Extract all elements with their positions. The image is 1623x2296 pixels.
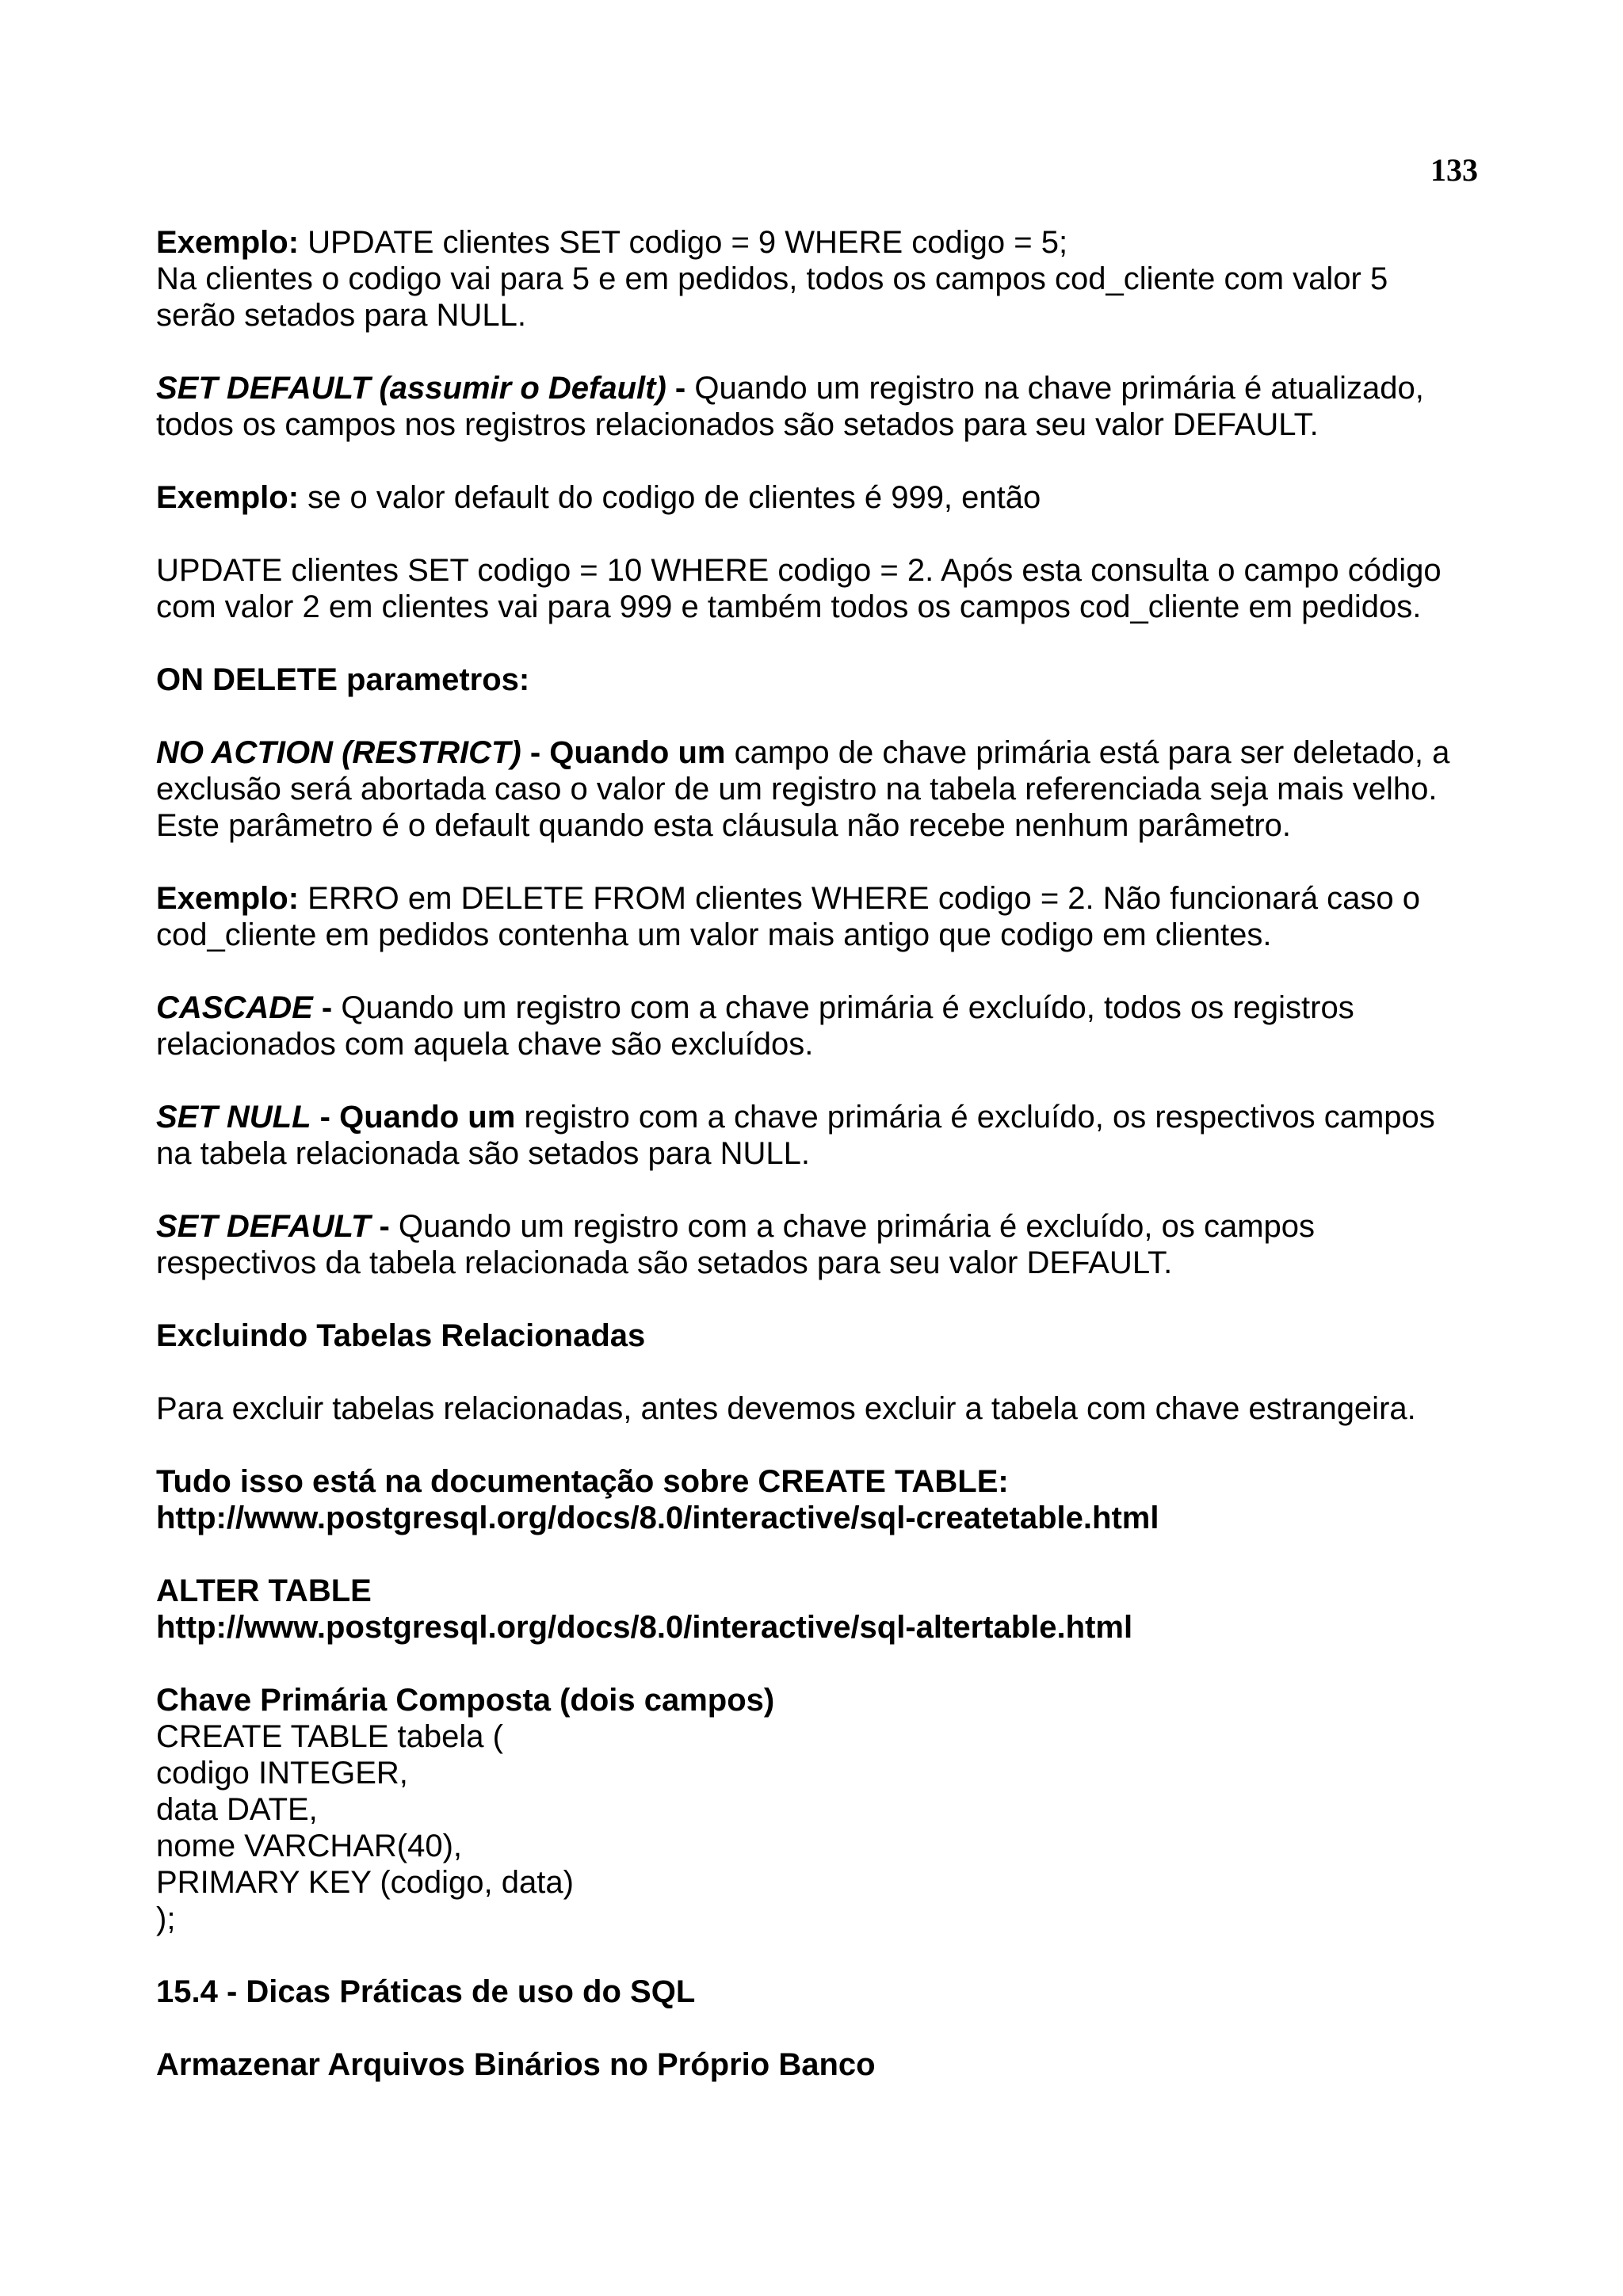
- section-heading-dicas: 15.4 - Dicas Práticas de uso do SQL: [156, 1974, 696, 2009]
- paragraph-create-table-docs: [156, 1463, 1503, 1536]
- term-set-default: SET DEFAULT: [156, 1209, 371, 1244]
- paragraph-default-example: [156, 479, 1503, 516]
- term-description: Quando um registro com a chave primária é excluído, os campos: [398, 1209, 1316, 1244]
- text-line: com valor 2 em clientes vai para 999 e também todos os campos cod_cliente em pedidos.: [156, 589, 1422, 624]
- term-bold-lead: - Quando um: [521, 735, 726, 770]
- paragraph-set-null: [156, 1099, 1503, 1172]
- paragraph-composite-key: [156, 1682, 1503, 1937]
- code-line: CREATE TABLE tabela (: [156, 1719, 503, 1754]
- example-text: ERRO em DELETE FROM clientes WHERE codigo = 2. Não funcionará caso o: [299, 881, 1421, 916]
- paragraph-excluir-tabelas: Para excluir tabelas relacionadas, antes devemos excluir a tabela com chave estrangeira.: [156, 1391, 1416, 1426]
- code-line: codigo INTEGER,: [156, 1756, 408, 1791]
- text-line: [156, 880, 1503, 917]
- paragraph-update-consequence: [156, 552, 1503, 625]
- alter-table-link[interactable]: http://www.postgresql.org/docs/8.0/interactive/sql-altertable.html: [156, 1610, 1133, 1645]
- text-line: todos os campos nos registros relacionados são setados para seu valor DEFAULT.: [156, 407, 1319, 442]
- paragraph-cascade: [156, 990, 1503, 1062]
- text-line: cod_cliente em pedidos contenha um valor mais antigo que codigo em clientes.: [156, 917, 1272, 952]
- term-separator: -: [666, 371, 695, 406]
- text-line: [156, 224, 1503, 261]
- term-separator: -: [370, 1209, 399, 1244]
- term-set-null: SET NULL: [156, 1100, 311, 1135]
- example-label: Exemplo:: [156, 225, 300, 260]
- document-body: [156, 224, 1503, 2119]
- term-cascade: CASCADE: [156, 990, 313, 1025]
- term-bold-lead: - Quando um: [311, 1100, 516, 1135]
- heading-excluindo-tabelas: Excluindo Tabelas Relacionadas: [156, 1318, 646, 1353]
- paragraph-no-action: [156, 734, 1503, 844]
- code-line: );: [156, 1901, 176, 1936]
- heading-arquivos-binarios: Armazenar Arquivos Binários no Próprio Banco: [156, 2047, 876, 2082]
- text-line: ALTER TABLE: [156, 1573, 372, 1608]
- text-line: respectivos da tabela relacionada são setados para seu valor DEFAULT.: [156, 1245, 1173, 1280]
- code-line: PRIMARY KEY (codigo, data): [156, 1865, 574, 1900]
- term-description: campo de chave primária está para ser deletado, a: [725, 735, 1450, 770]
- text-line: na tabela relacionada são setados para NULL.: [156, 1136, 810, 1171]
- paragraph-update-example: [156, 224, 1503, 334]
- text-line: Este parâmetro é o default quando esta cláusula não recebe nenhum parâmetro.: [156, 808, 1292, 843]
- page-number: 133: [1430, 152, 1478, 188]
- term-set-default: SET DEFAULT (assumir o Default): [156, 371, 666, 406]
- text-line: [156, 1099, 1503, 1135]
- text-line: [156, 990, 1503, 1026]
- example-text: UPDATE clientes SET codigo = 9 WHERE codigo = 5;: [299, 225, 1068, 260]
- text-line: Na clientes o codigo vai para 5 e em pedidos, todos os campos cod_cliente com valor 5: [156, 261, 1388, 296]
- term-description: Quando um registro na chave primária é atualizado,: [694, 371, 1424, 406]
- heading-on-delete: ON DELETE parametros:: [156, 662, 530, 697]
- paragraph-delete-example: [156, 880, 1503, 953]
- example-label: Exemplo:: [156, 480, 300, 515]
- code-line: data DATE,: [156, 1792, 318, 1827]
- text-line: [156, 734, 1503, 771]
- text-line: [156, 370, 1503, 406]
- text-line: relacionados com aquela chave são excluídos.: [156, 1027, 814, 1062]
- paragraph-set-default-delete: [156, 1208, 1503, 1281]
- composite-key-heading: Chave Primária Composta (dois campos): [156, 1683, 775, 1718]
- term-no-action: NO ACTION (RESTRICT): [156, 735, 521, 770]
- create-table-link[interactable]: http://www.postgresql.org/docs/8.0/interactive/sql-createtable.html: [156, 1501, 1159, 1535]
- text-line: [156, 1208, 1503, 1245]
- term-description: Quando um registro com a chave primária é excluído, todos os registros: [341, 990, 1354, 1025]
- code-line: nome VARCHAR(40),: [156, 1829, 463, 1863]
- paragraph-alter-table-docs: [156, 1573, 1503, 1646]
- text-line: serão setados para NULL.: [156, 298, 526, 333]
- text-line: [156, 479, 1503, 516]
- example-label: Exemplo:: [156, 881, 300, 916]
- paragraph-set-default-update: [156, 370, 1503, 443]
- term-description: registro com a chave primária é excluído, os respectivos campos: [515, 1100, 1435, 1135]
- term-separator: -: [312, 990, 342, 1025]
- text-line: Tudo isso está na documentação sobre CREATE TABLE:: [156, 1464, 1009, 1499]
- text-line: exclusão será abortada caso o valor de um registro na tabela referenciada seja mais velho.: [156, 772, 1438, 807]
- example-text: se o valor default do codigo de clientes é 999, então: [299, 480, 1041, 515]
- text-line: UPDATE clientes SET codigo = 10 WHERE codigo = 2. Após esta consulta o campo código: [156, 553, 1442, 588]
